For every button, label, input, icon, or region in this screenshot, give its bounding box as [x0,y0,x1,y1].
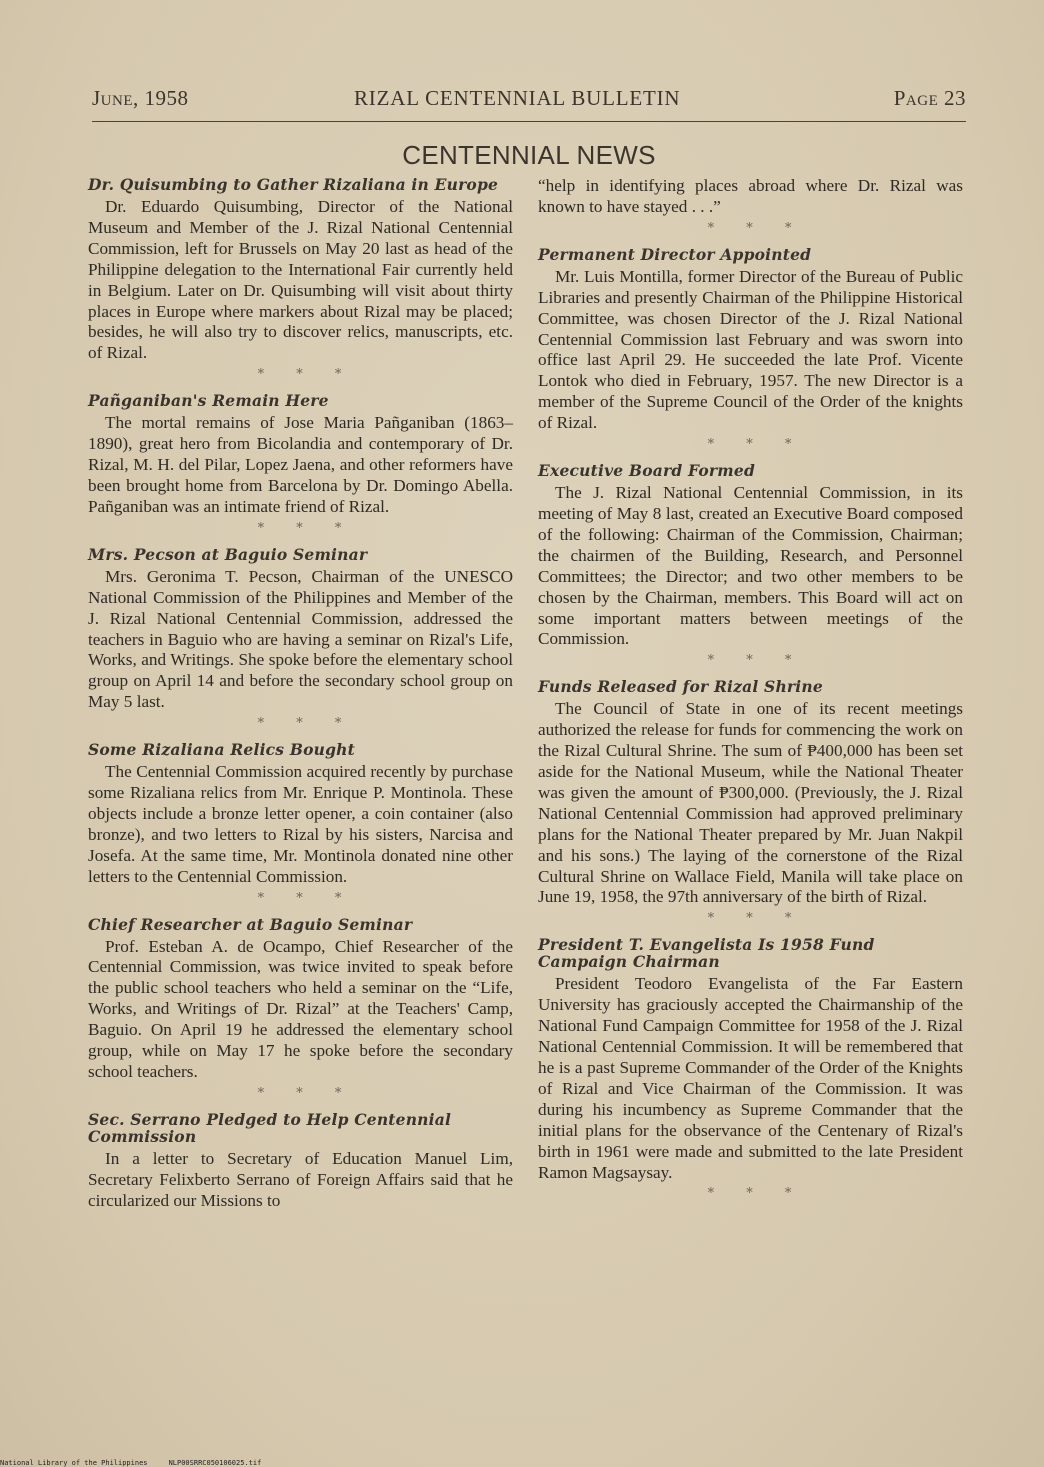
article-chief-researcher [88,916,513,1101]
article-body-continued: “help in identifying places abroad where Dr. Rizal was known to have stayed . . .” [538,176,963,216]
page-number: Page 23 [893,86,966,110]
right-column [538,176,963,1211]
separator-stars: * * * [257,890,356,906]
article-relics [88,741,513,905]
article-quisumbing [88,176,513,382]
article-body: In a letter to Secretary of Education Manuel Lim, Secretary Felixberto Serrano of Foreign Affairs said that he circularized our Missions to [88,1148,513,1210]
bulletin-title: RIZAL CENTENNIAL BULLETIN [354,86,681,110]
header-rule [92,121,966,122]
article-evangelista [538,936,963,1201]
article-permanent-director [538,246,963,452]
article-panganiban [88,392,513,536]
issue-date: June, 1958 [92,86,189,110]
article-heading: Sec. Serrano Pledged to Help Centennial Commission [88,1109,452,1146]
article-heading: Funds Released for Rizal Shrine [538,677,823,697]
separator-stars: * * * [257,367,356,383]
article-heading: President T. Evangelista Is 1958 Fund Campaign Chairman [538,935,875,972]
separator-stars: * * * [257,716,356,732]
article-heading: Executive Board Formed [538,461,755,481]
article-pecson [88,546,513,731]
article-heading: Dr. Quisumbing to Gather Rizaliana in Europe [88,175,499,194]
article-heading: Permanent Director Appointed [538,244,812,264]
article-body: The J. Rizal National Centennial Commission, in its meeting of May 8 last, created an Executive Board composed of the following: Chairman of the Commission, Chairman; the chairmen of the Building, Research, and Personnel Committees; the Director; and two other members to be chosen by the Chairman, members. This Board will act on some important matters between meetings of the Commission. [538,483,963,649]
article-executive-board [538,462,963,668]
article-body: Prof. Esteban A. de Ocampo, Chief Researcher of the Centennial Commission, was twice invited to speak before the public school teachers who held a seminar on the “Life, Works, and Writings of Dr. Rizal” at the Teachers' Camp, Baguio. On April 19 he addressed the elementary school group, while on May 17 he spoke before the secondary school teachers. [88,936,513,1081]
page-header [92,86,966,116]
article-body: The Centennial Commission acquired recently by purchase some Rizaliana relics from Mr. Enrique P. Montinola. These objects include a bronze letter opener, a coin container (also bronze), and two letters to Rizal by his sisters, Narcisa and Josefa. At the same time, Mr. Montinola donated nine other letters to the Centennial Commission. [88,762,513,886]
article-funds-released [538,678,963,926]
section-title: CENTENNIAL NEWS [402,140,656,170]
separator-stars: * * * [257,1085,356,1101]
separator-stars: * * * [707,1186,806,1202]
separator-stars: * * * [707,220,806,236]
article-heading: Pañganiban's Remain Here [88,391,329,411]
article-heading: Mrs. Pecson at Baguio Seminar [88,544,368,564]
separator-stars: * * * [707,911,806,927]
article-body: President Teodoro Evangelista of the Far Eastern University has graciously accepted the Chairmanship of the National Fund Campaign Committee for 1958 of the J. Rizal National Centennial Commission. It will be remembered that he is a past Supreme Commander of the Order of the Knights of Rizal and Vice Chairman of the Commission. It was during his incumbency as Supreme Commander that the initial plans for the observance of the Centenary of Rizal's birth in 1961 were made and submitted to the late President Ramon Magsaysay. [538,974,963,1182]
article-heading: Some Rizaliana Relics Bought [88,740,355,760]
article-body: Dr. Eduardo Quisumbing, Director of the National Museum and Member of the J. Rizal National Centennial Commission, left for Brussels on May 20 last as head of the Philippine delegation to the International Fair currently held in Belgium. Later on Dr. Quisumbing will visit about thirty places in Europe where markers about Rizal may be placed; besides, he will also try to discover relics, manuscripts, etc. of Rizal. [88,197,513,363]
left-column [88,176,513,1212]
separator-stars: * * * [707,653,806,669]
article-body: The mortal remains of Jose Maria Pañganiban (1863–1890), great hero from Bicolandia and contemporary of Dr. Rizal, M. H. del Pilar, Lopez Jaena, and other reformers have been brought home from Barcelona by Dr. Domingo Abella. Pañganiban was an intimate friend of Rizal. [88,413,513,516]
archive-footer: National Library of the Philippines NLP00SRRC050106025.tif [0,1459,262,1467]
article-heading: Chief Researcher at Baguio Seminar [88,914,413,934]
separator-stars: * * * [707,437,806,453]
separator-stars: * * * [257,520,356,536]
article-serrano-continued [538,176,963,236]
article-body: Mrs. Geronima T. Pecson, Chairman of the UNESCO National Commission of the Philippines and Member of the J. Rizal National Centennial Commission, addressed the teachers in Baguio who are having a seminar on Rizal's Life, Works, and Writings. She spoke before the elementary school group on April 14 and before the secondary school group on May 5 last. [88,566,513,712]
article-serrano [88,1111,513,1212]
article-body: The Council of State in one of its recent meetings authorized the release for funds for commencing the work on the Rizal Cultural Shrine. The sum of ₱400,000 has been set aside for the National Museum, while the National Theater was given the amount of ₱300,000. (Previously, the J. Rizal National Centennial Commission had approved preliminary plans for the National Theater prepared by Mr. Juan Nakpil and his sons.) The laying of the cornerstone of the Rizal Cultural Shrine on Wallace Field, Manila will take place on June 19, 1958, the 97th anniversary of the birth of Rizal. [538,699,963,907]
article-body: Mr. Luis Montilla, former Director of the Bureau of Public Libraries and presently Chairman of the Philippine Historical Committee, was chosen Director of the J. Rizal National Centennial Commission last February and was sworn into office last April 29. He succeeded the late Prof. Vicente Lontok who died in February, 1957. The new Director is a member of the Supreme Council of the Order of the knights of Rizal. [538,266,963,433]
